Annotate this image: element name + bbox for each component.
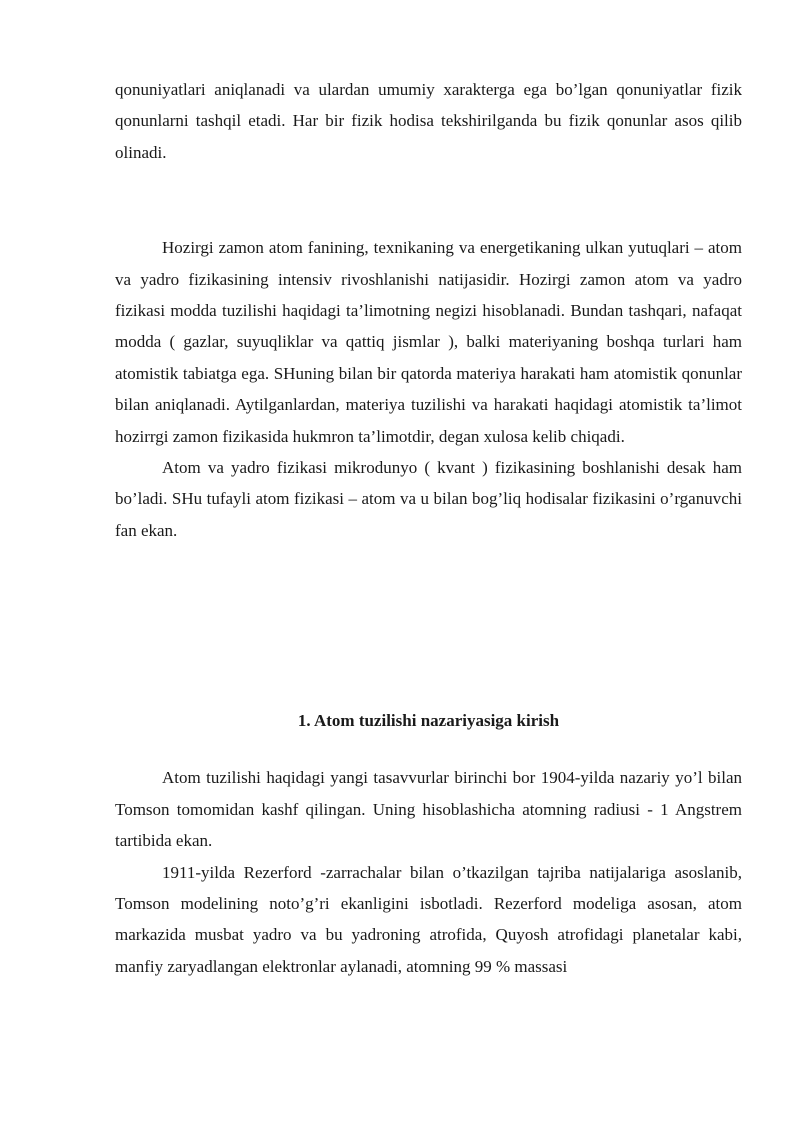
- paragraph-intro-continuation: qonuniyatlari aniqlanadi va ulardan umumiy xarakterga ega bo’lgan qonuniyatlar fizik qonunlarni tashqil etadi. Har bir fizik hodisa tekshirilganda bu fizik qonunlar asos qilib olinadi.: [115, 80, 742, 162]
- section-heading: 1. Atom tuzilishi nazariyasiga kirish: [297, 711, 560, 731]
- spacer: [115, 168, 742, 232]
- document-page: [115, 74, 742, 982]
- paragraph-rutherford-model: 1911-yilda Rezerford -zarrachalar bilan o’tkazilgan tajriba natijalariga asoslanib, Tomson modelining noto’g’ri ekanligini isbotladi. Rezerford modeliga asosan, atom markazida musbat yadro va bu yadroning atrofida, Quyosh atrofidagi planetalar kabi, manfiy zaryadlangan elektronlar aylanadi, atomning 99 % massasi: [115, 862, 742, 976]
- spacer: [115, 736, 742, 762]
- paragraph-modern-atom-science: Hozirgi zamon atom fanining, texnikaning va energetikaning ulkan yutuqlari – atom va yadro fizikasining intensiv rivoshlanishi natijasidir. Hozirgi zamon atom va yadro fizikasi modda tuzilishi haqidagi ta’limotning negizi hisoblanadi. Bundan tashqari, nafaqat modda ( gazlar, suyuqliklar va qattiq jismlar ), balki materiyaning boshqa turlari ham atomistik tabiatga ega. SHuning bilan bir qatorda materiya harakati ham atomistik qonunlar bilan aniqlanadi. Aytilganlardan, materiya tuzilishi va harakati haqidagi atomistik ta’limot hozirrgi zamon fizikasida hukmron ta’limotdir, degan xulosa kelib chiqadi.: [115, 238, 742, 446]
- paragraph-thomson-model: Atom tuzilishi haqidagi yangi tasavvurlar birinchi bor 1904-yilda nazariy yo’l bilan Tomson tomomidan kashf qilingan. Uning hisoblashicha atomning radiusi - 1 Angstrem tartibida ekan.: [115, 768, 742, 851]
- paragraph-microworld-physics: Atom va yadro fizikasi mikrodunyo ( kvant ) fizikasining boshlanishi desak ham bo’ladi. SHu tufayli atom fizikasi – atom va u bilan bog’liq hodisalar fizikasini o’rganuvchi fan ekan.: [115, 458, 742, 540]
- spacer: [115, 546, 742, 705]
